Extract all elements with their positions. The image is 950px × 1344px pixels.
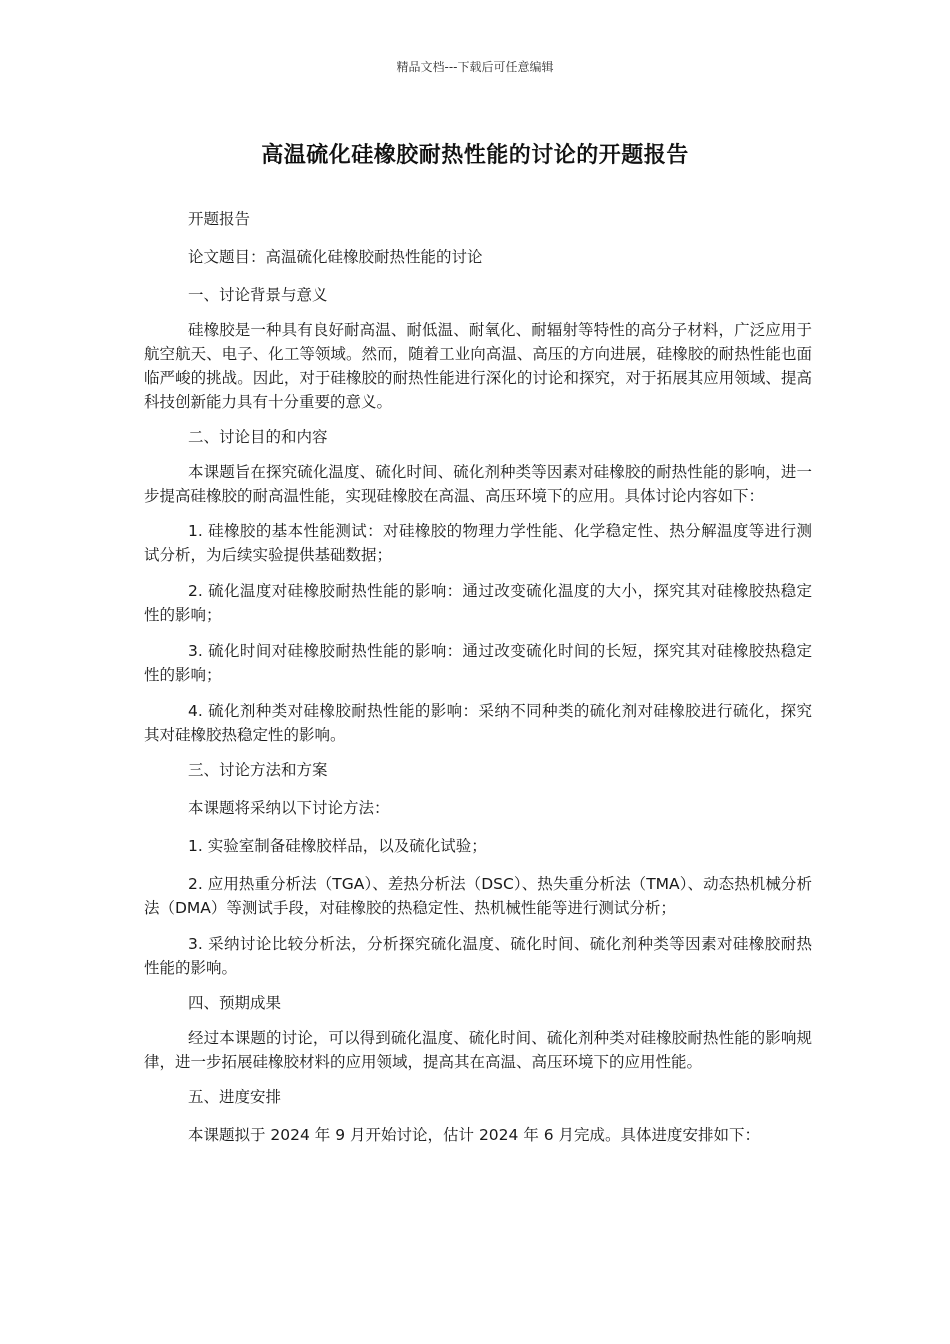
document-title: 高温硫化硅橡胶耐热性能的讨论的开题报告	[261, 143, 689, 168]
list-item-content-3: 3. 硫化时间对硅橡胶耐热性能的影响：通过改变硫化时间的长短，探究其对硅橡胶热稳定性的影响；	[144, 642, 812, 684]
list-item-content-1: 1. 硅橡胶的基本性能测试：对硅橡胶的物理力学性能、化学稳定性、热分解温度等进行测试分析，为后续实验提供基础数据；	[144, 522, 812, 564]
paragraph-purpose: 本课题旨在探究硫化温度、硫化时间、硫化剂种类等因素对硅橡胶的耐热性能的影响，进一步提高硅橡胶的耐高温性能，实现硅橡胶在高温、高压环境下的应用。具体讨论内容如下：	[144, 463, 812, 505]
section-heading-background: 一、讨论背景与意义	[188, 286, 328, 304]
paragraph-results: 经过本课题的讨论，可以得到硫化温度、硫化时间、硫化剂种类对硅橡胶耐热性能的影响规律，进一步拓展硅橡胶材料的应用领域，提高其在高温、高压环境下的应用性能。	[144, 1029, 812, 1071]
section-heading-purpose: 二、讨论目的和内容	[188, 428, 328, 446]
section-heading-methods: 三、讨论方法和方案	[188, 761, 328, 779]
paragraph-methods-intro: 本课题将采纳以下讨论方法：	[188, 799, 390, 817]
header-note: 精品文档---下载后可任意编辑	[396, 60, 554, 74]
list-item-content-4: 4. 硫化剂种类对硅橡胶耐热性能的影响：采纳不同种类的硫化剂对硅橡胶进行硫化，探究其对硅橡胶热稳定性的影响。	[144, 702, 812, 744]
document-body	[144, 207, 812, 1147]
paragraph-report-label: 开题报告	[188, 210, 251, 228]
list-item-method-1: 1. 实验室制备硅橡胶样品，以及硫化试验；	[188, 837, 487, 855]
section-heading-results: 四、预期成果	[188, 994, 282, 1012]
paragraph-thesis-topic: 论文题目：高温硫化硅橡胶耐热性能的讨论	[188, 248, 483, 266]
section-heading-schedule: 五、进度安排	[188, 1088, 282, 1106]
paragraph-background: 硅橡胶是一种具有良好耐高温、耐低温、耐氧化、耐辐射等特性的高分子材料，广泛应用于航空航天、电子、化工等领域。然而，随着工业向高温、高压的方向进展，硅橡胶的耐热性能也面临严峻的挑战。因此，对于硅橡胶的耐热性能进行深化的讨论和探究，对于拓展其应用领域、提高科技创新能力具有十分重要的意义。	[144, 321, 812, 411]
paragraph-schedule: 本课题拟于 2024 年 9 月开始讨论，估计 2024 年 6 月完成。具体进度安排如下：	[188, 1126, 761, 1144]
list-item-method-2: 2. 应用热重分析法（TGA）、差热分析法（DSC）、热失重分析法（TMA）、动态热机械分析法（DMA）等测试手段，对硅橡胶的热稳定性、热机械性能等进行测试分析；	[144, 875, 812, 917]
list-item-content-2: 2. 硫化温度对硅橡胶耐热性能的影响：通过改变硫化温度的大小，探究其对硅橡胶热稳定性的影响；	[144, 582, 812, 624]
list-item-method-3: 3. 采纳讨论比较分析法，分析探究硫化温度、硫化时间、硫化剂种类等因素对硅橡胶耐热性能的影响。	[144, 935, 812, 977]
